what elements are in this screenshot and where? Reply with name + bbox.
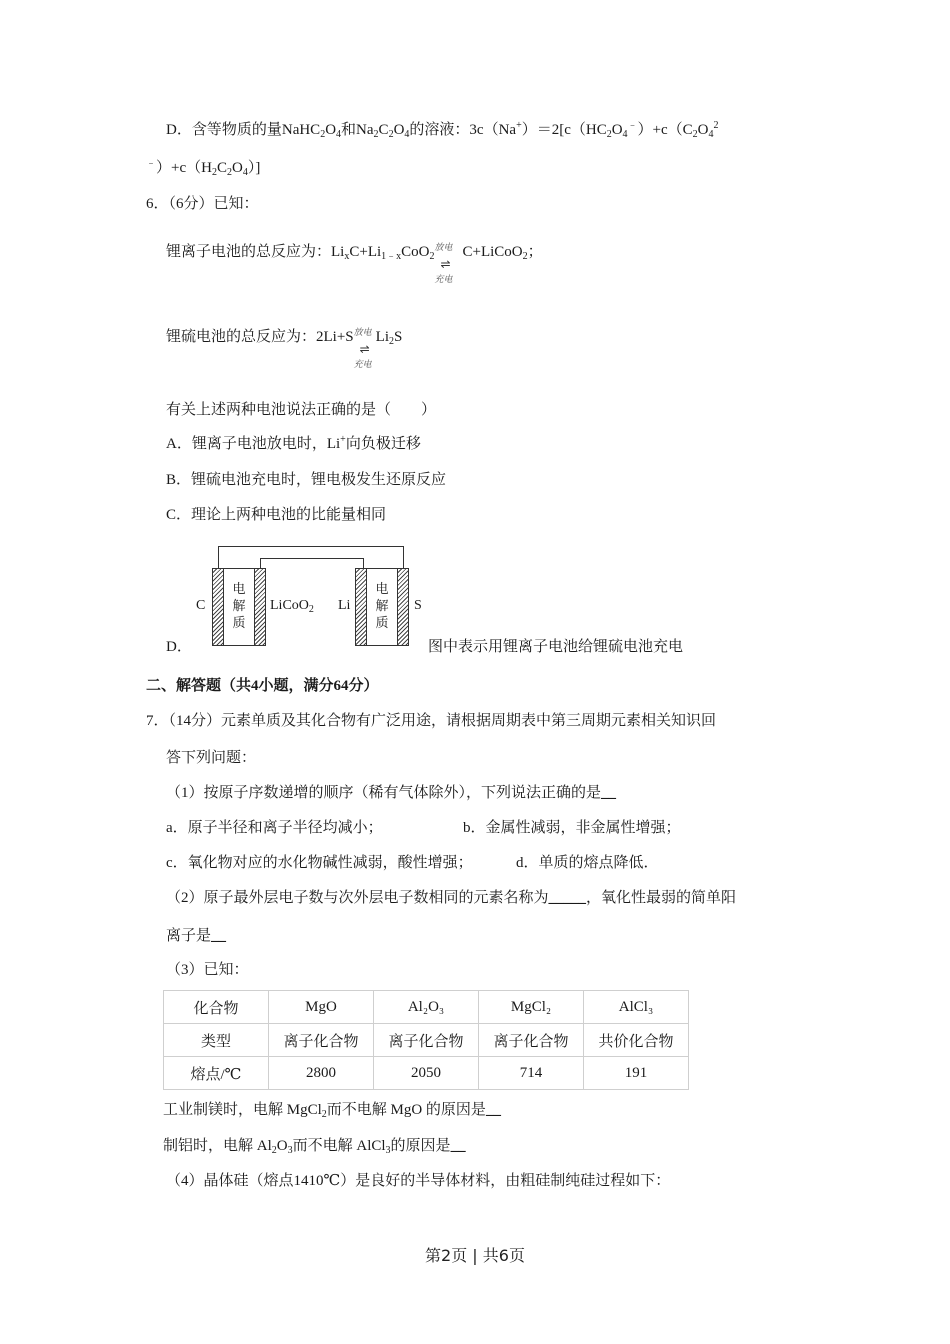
row-header: 类型: [164, 1024, 269, 1057]
q7-opt-c: c．氧化物对应的水化物碱性减弱，酸性增强；: [166, 855, 473, 871]
table-cell: 离子化合物: [479, 1024, 584, 1057]
q5-option-d-line1: D．含等物质的量$NaHC_2O_4$和$Na_2C_2O_4$的溶液：$3c(Na^+)=2[c(HC_2O_4^﹣)+c(C_2O_4^2$: [166, 120, 719, 140]
page-footer: 第2页 | 共6页: [425, 1246, 525, 1265]
answer-blank[interactable]: __: [211, 928, 227, 944]
battery-diagram: [190, 544, 430, 646]
electrode-c: [212, 568, 224, 646]
section-title: 二、解答题（共4小题，满分64分）: [146, 678, 379, 694]
q7-part1: （1）按原子序数递增的顺序（稀有气体除外），下列说法正确的是__: [166, 785, 617, 801]
q7-header: 7．（14分）元素单质及其化合物有广泛用途，请根据周期表中第三周期元素相关知识回: [146, 713, 717, 729]
q6-option-b[interactable]: B．锂硫电池充电时，锂电极发生还原反应: [166, 472, 447, 488]
table-cell: 离子化合物: [374, 1024, 479, 1057]
q7-part3: （3）已知：: [166, 962, 249, 978]
q6-option-a[interactable]: A．锂离子电池放电时，Li+向负极迁移: [166, 434, 421, 452]
q6-header: 6．（6分）已知：: [146, 196, 259, 212]
table-row: [164, 991, 689, 1024]
li-ion-reaction: 锂离子电池的总反应为：$Li_xC+Li_{1﹣x}CoO_2$ 放电 ⇌ 充电 C+LiCoO$_2$；: [166, 243, 543, 285]
answer-blank[interactable]: __: [485, 1102, 501, 1118]
q7-part2-cont: 离子是__: [166, 928, 227, 944]
compound-table: [163, 990, 689, 1090]
q7-mg-line: 工业制镁时，电解 MgCl$_2$而不电解 MgO 的原因是__: [163, 1102, 501, 1120]
table-row: [164, 1057, 689, 1090]
table-cell: MgCl₂: [479, 991, 584, 1024]
answer-blank[interactable]: _____: [548, 890, 587, 906]
reversible-arrow-icon: 放电 ⇌ 充电: [353, 328, 372, 370]
table-cell: Al₂O₃: [374, 991, 479, 1024]
table-cell: 2800: [269, 1057, 374, 1090]
q7-opt-d: d．单质的熔点降低．: [516, 855, 659, 871]
table-cell: MgO: [269, 991, 374, 1024]
table-cell: AlCl₃: [584, 991, 689, 1024]
q7-part2: （2）原子最外层电子数与次外层电子数相同的元素名称为_____，氧化性最弱的简单阳: [166, 890, 737, 906]
electrode-licoo2: [254, 568, 266, 646]
electrode-s: [397, 568, 409, 646]
table-row: [164, 1024, 689, 1057]
label-licoo2: LiCoO$_2$: [270, 598, 314, 615]
electrode-li: [355, 568, 367, 646]
row-header: 化合物: [164, 991, 269, 1024]
q5-option-d-line2: $^﹣)+c(H_2C_2O_4)$]: [146, 158, 261, 178]
table-cell: 2050: [374, 1057, 479, 1090]
answer-blank[interactable]: __: [450, 1138, 466, 1154]
row-header: 熔点/℃: [164, 1057, 269, 1090]
q6-option-d-label[interactable]: D．: [166, 639, 192, 655]
electrolyte-1: 电 解 质: [232, 581, 246, 630]
q7-al-line: 制铝时，电解 $Al_2O_3$而不电解 AlCl$_3$的原因是__: [163, 1138, 466, 1156]
q7-opt-b: b．金属性减弱，非金属性增强；: [463, 820, 681, 836]
q6-option-c[interactable]: C．理论上两种电池的比能量相同: [166, 507, 387, 523]
label-s: S: [414, 598, 422, 613]
table-cell: 714: [479, 1057, 584, 1090]
q7-part4: （4）晶体硅（熔点1410℃）是良好的半导体材料，由粗硅制纯硅过程如下：: [166, 1173, 671, 1189]
label-li: Li: [338, 598, 351, 613]
li-s-reaction: 锂硫电池的总反应为：2Li+S 放电 ⇌ 充电 $Li_2S$: [166, 328, 403, 370]
q6-option-d-text[interactable]: 图中表示用锂离子电池给锂硫电池充电: [428, 639, 684, 655]
q7-header-cont: 答下列问题：: [166, 750, 257, 766]
table-cell: 191: [584, 1057, 689, 1090]
label-c: C: [196, 598, 206, 613]
electrolyte-2: 电 解 质: [375, 581, 389, 630]
table-cell: 共价化合物: [584, 1024, 689, 1057]
reversible-arrow-icon: 放电 ⇌ 充电: [434, 243, 453, 285]
table-cell: 离子化合物: [269, 1024, 374, 1057]
inner-wire: [260, 558, 364, 569]
q7-opt-a: a．原子半径和离子半径均减小；: [166, 820, 383, 836]
q6-question: 有关上述两种电池说法正确的是（ ）: [166, 402, 437, 418]
answer-blank[interactable]: __: [601, 785, 617, 801]
